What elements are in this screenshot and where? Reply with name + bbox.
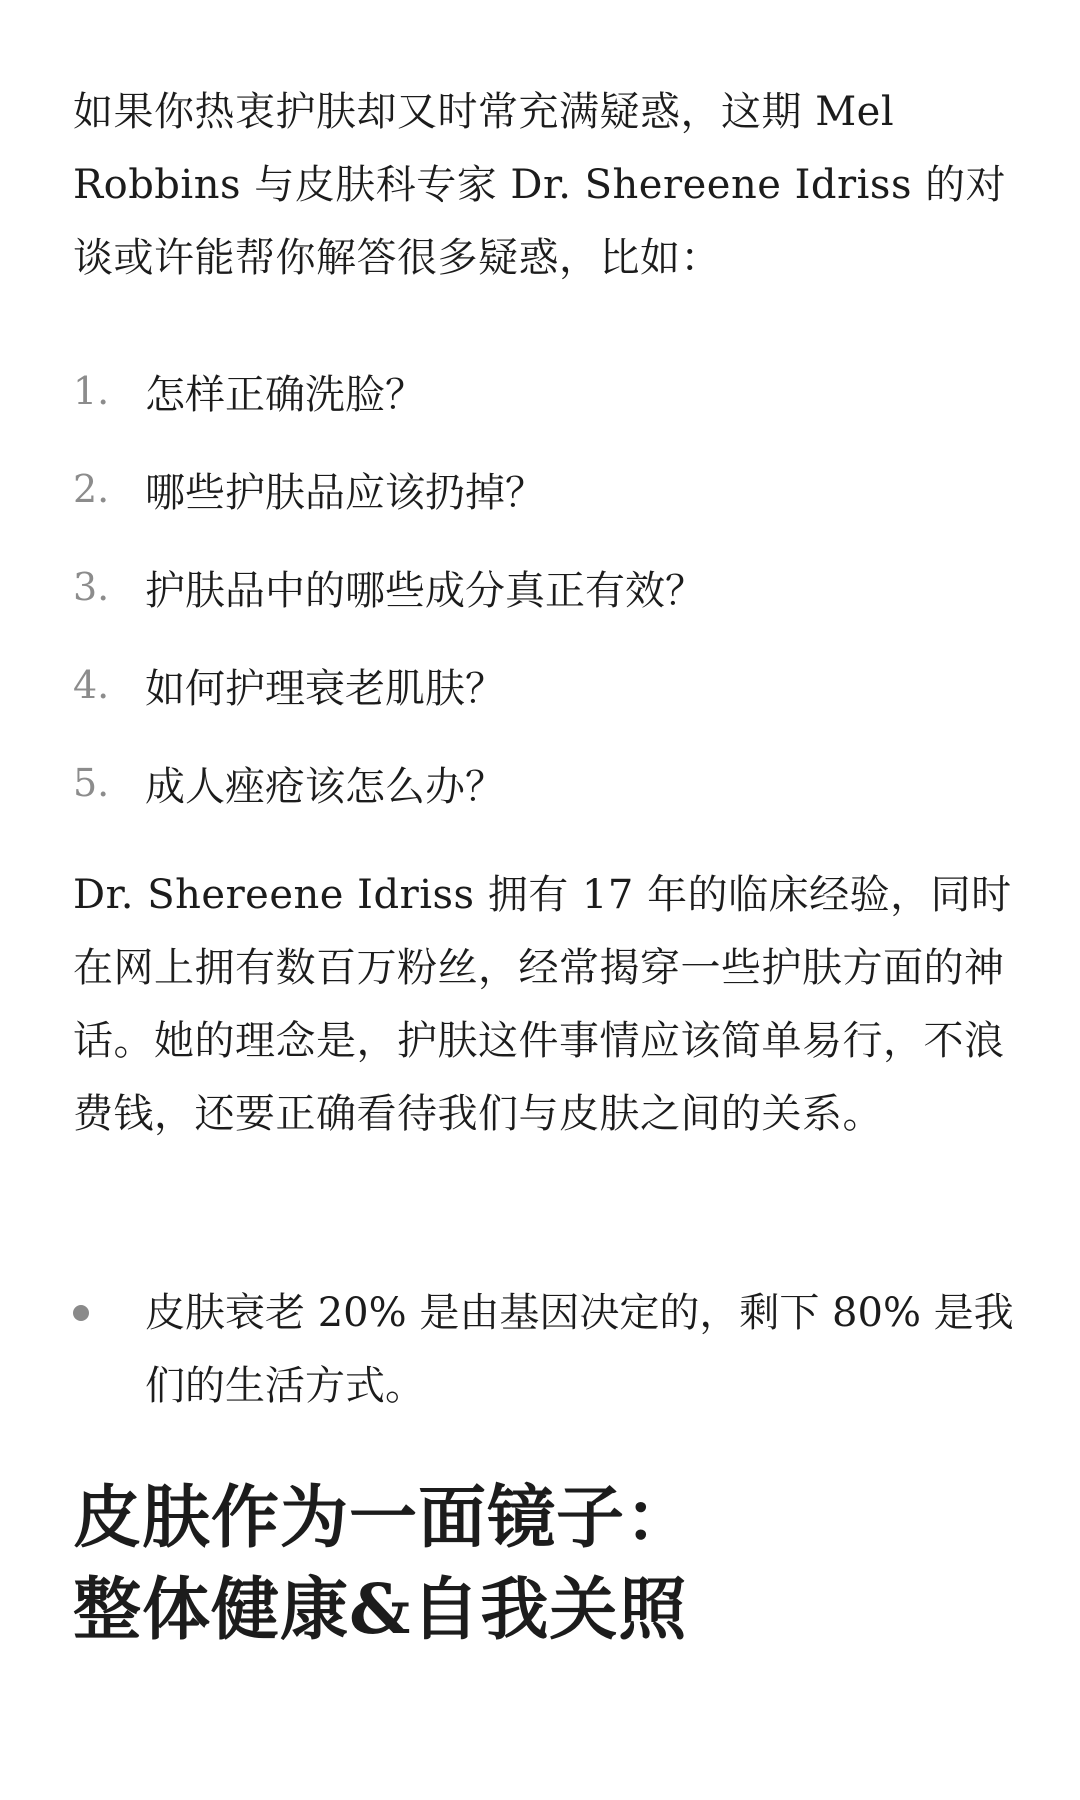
list-text: 哪些护肤品应该扔掉？ bbox=[145, 469, 545, 516]
heading-line-1: 皮肤作为一面镜子： bbox=[73, 1478, 695, 1558]
list-text: 如何护理衰老肌肤？ bbox=[145, 665, 505, 712]
bullet-item bbox=[73, 1277, 1023, 1423]
bullet-text: 皮肤衰老 20% 是由基因决定的，剩下 80% 是我们的生活方式。 bbox=[145, 1290, 1014, 1409]
heading-line-2: 整体健康&自我关照 bbox=[73, 1570, 688, 1650]
list-item bbox=[73, 440, 705, 538]
list-item bbox=[73, 734, 705, 832]
intro-paragraph: 如果你热衷护肤却又时常充满疑惑，这期 Mel Robbins 与皮肤科专家 Dr. Shereene Idriss 的对谈或许能帮你解答很多疑惑，比如： bbox=[73, 89, 1007, 281]
bio-paragraph: Dr. Shereene Idriss 拥有 17 年的临床经验，同时在网上拥有数百万粉丝，经常揭穿一些护肤方面的神话。她的理念是，护肤这件事情应该简单易行，不浪费钱，还要正确看待我们与皮肤之间的关系。 bbox=[73, 872, 1012, 1137]
list-item bbox=[73, 538, 705, 636]
list-item bbox=[73, 636, 705, 734]
bullet-list bbox=[73, 1277, 1023, 1423]
list-number: 3. bbox=[73, 565, 110, 609]
list-number: 1. bbox=[73, 369, 110, 413]
section-heading bbox=[73, 1472, 694, 1656]
questions-list bbox=[73, 342, 705, 832]
list-number: 5. bbox=[73, 761, 110, 805]
bullet-dot-icon bbox=[73, 1277, 145, 1423]
list-number: 2. bbox=[73, 467, 110, 511]
list-text: 成人痤疮该怎么办？ bbox=[145, 763, 505, 810]
list-text: 怎样正确洗脸？ bbox=[145, 371, 425, 418]
list-number: 4. bbox=[73, 663, 110, 707]
list-text: 护肤品中的哪些成分真正有效？ bbox=[145, 567, 705, 614]
list-item bbox=[73, 342, 705, 440]
